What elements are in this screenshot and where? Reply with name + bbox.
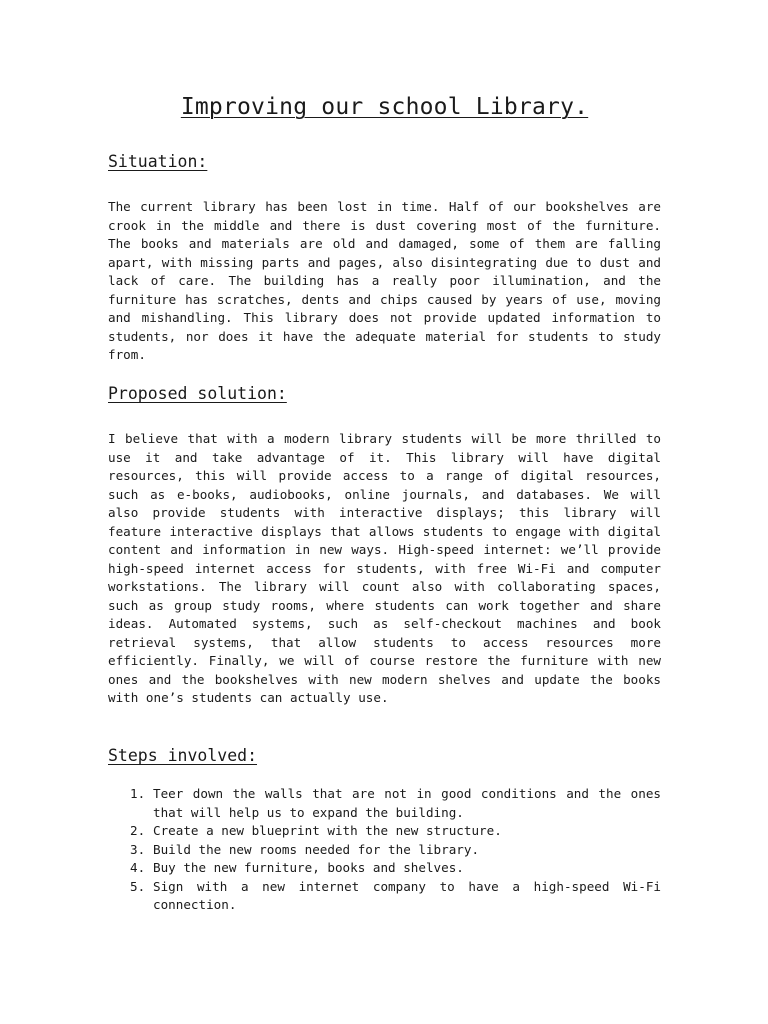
list-item xyxy=(108,785,661,822)
section-body-situation: The current library has been lost in time. Half of our bookshelves are crook in the middle and there is dust covering most of the furniture. The books and materials are old and damaged, some of them are falling apart, with missing parts and pages, also disintegrating due to dust and lack of care. The building has a really poor illumination, and the furniture has scratches, dents and chips caused by years of use, moving and mishandling. This library does not provide updated information to students, nor does it have the adequate material for students to study from. xyxy=(108,199,661,362)
list-item-number: 2. xyxy=(130,823,146,838)
section-heading-proposed-solution: Proposed solution: xyxy=(108,384,287,403)
list-item-number: 1. xyxy=(130,786,146,801)
section-body-proposed-solution: I believe that with a modern library students will be more thrilled to use it and take advantage of it. This library will have digital resources, this will provide access to a range of digital resources, such as e-books, audiobooks, online journals, and databases. We will also provide students with interactive displays; this library will feature interactive displays that allows students to engage with digital content and information in new ways. High-speed internet: we’ll provide high-speed internet access for students, with free Wi-Fi and computer workstations. The library will count also with collaborating spaces, such as group study rooms, where students can work together and share ideas. Automated systems, such as self-checkout machines and book retrieval systems, that allow students to access resources more efficiently. Finally, we will of course restore the furniture with new ones and the bookshelves with new modern shelves and update the books with one’s students can actually use. xyxy=(108,431,661,705)
list-item-text: Create a new blueprint with the new structure. xyxy=(153,823,502,838)
steps-list xyxy=(108,785,661,915)
list-item xyxy=(108,878,661,915)
list-item xyxy=(108,841,661,860)
list-item-text: Build the new rooms needed for the library. xyxy=(153,841,480,857)
section-heading-situation: Situation: xyxy=(108,152,208,171)
list-item xyxy=(108,822,661,841)
section-heading-steps-involved: Steps involved: xyxy=(108,746,258,765)
list-item-number: 5. xyxy=(130,878,146,894)
document-title: Improving our school Library. xyxy=(180,94,589,120)
list-item-number: 3. xyxy=(130,841,146,857)
list-item-number: 4. xyxy=(130,860,146,875)
list-item-text: Sign with a new internet company to have a high-speed Wi-Fi connection. xyxy=(153,878,661,912)
list-item-text: Buy the new furniture, books and shelves. xyxy=(153,860,464,875)
list-item-text: Teer down the walls that are not in good conditions and the ones that will help us to expand the building. xyxy=(153,786,661,820)
list-item xyxy=(108,859,661,878)
